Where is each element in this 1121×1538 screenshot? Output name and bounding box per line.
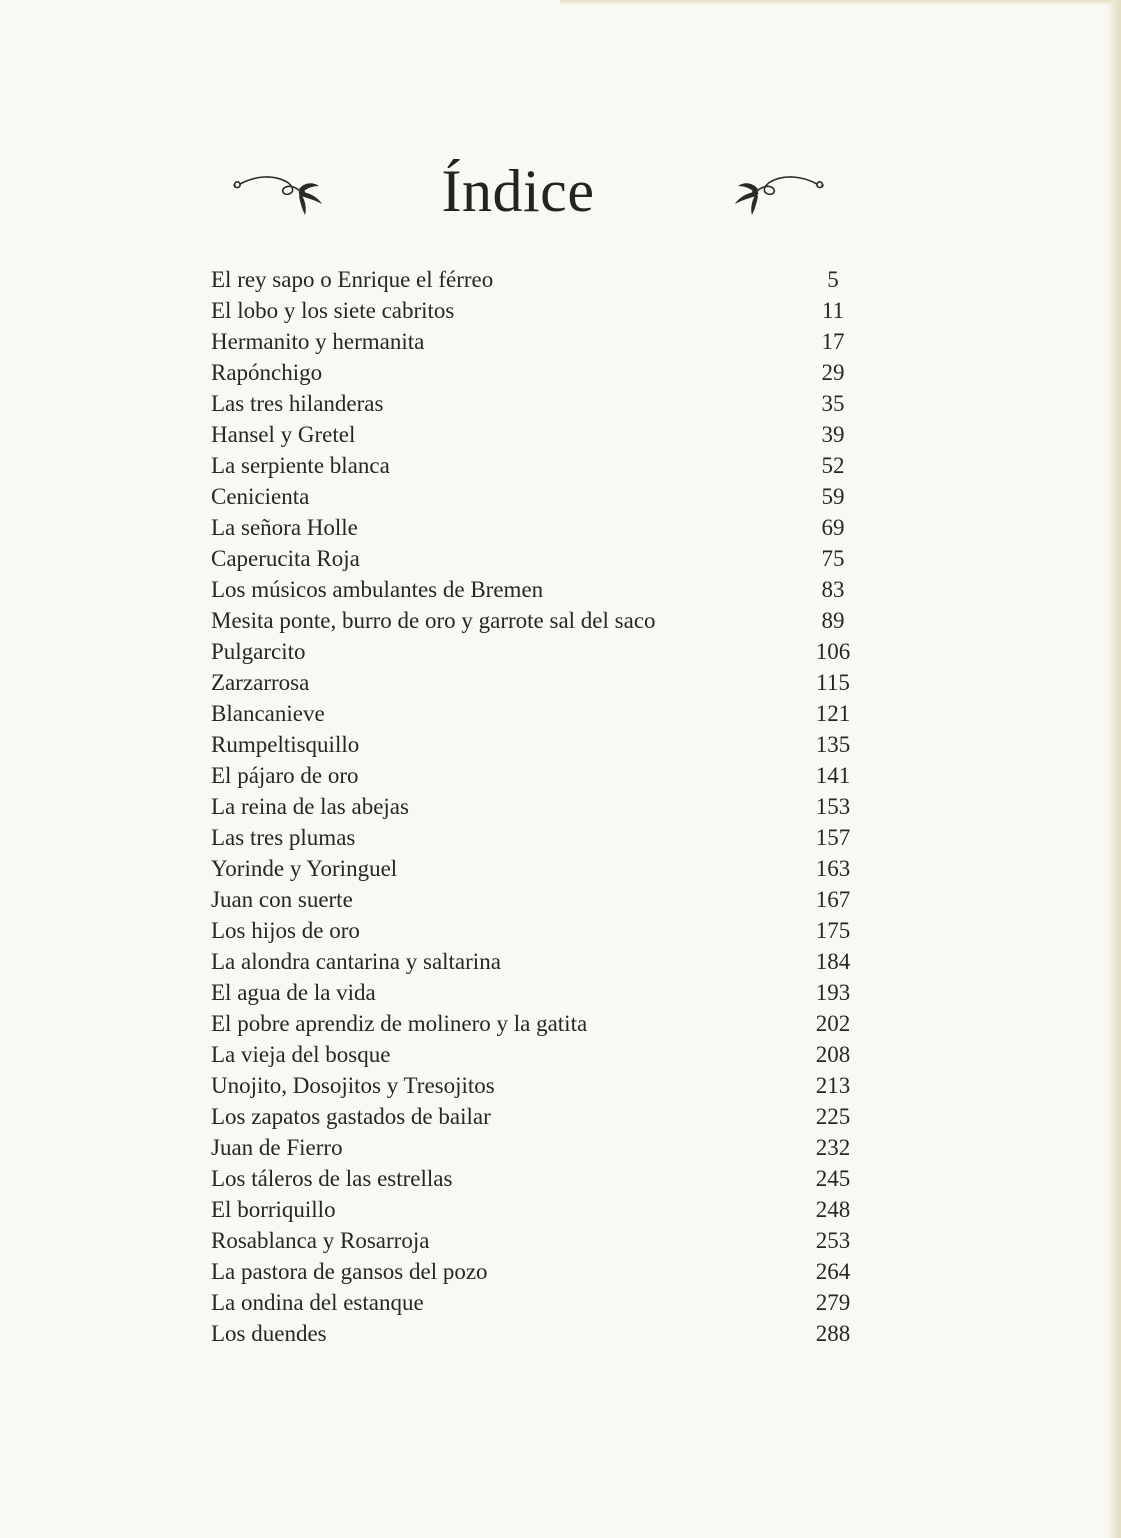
- toc-entry-page: 52: [821, 453, 845, 478]
- toc-entry: [211, 326, 861, 357]
- toc-entry-title: Las tres hilanderas: [211, 391, 384, 416]
- toc-entry: [211, 1318, 861, 1349]
- toc-entry: [211, 388, 861, 419]
- toc-entry: [211, 574, 861, 605]
- left-flourish-icon: [225, 170, 335, 220]
- toc-entry-page: 202: [815, 1011, 851, 1036]
- title-row: [0, 148, 1121, 238]
- toc-entry-title: Mesita ponte, burro de oro y garrote sal del saco: [211, 608, 656, 633]
- toc-entry-page: 213: [815, 1073, 851, 1098]
- toc-entry-title: Yorinde y Yoringuel: [211, 856, 398, 881]
- toc-entry-title: Juan de Fierro: [211, 1135, 343, 1160]
- toc-entry-page: 83: [821, 577, 845, 602]
- toc-entry-title: Los zapatos gastados de bailar: [211, 1104, 491, 1129]
- toc-entry: [211, 729, 861, 760]
- toc-entry-page: 35: [821, 391, 845, 416]
- toc-entry-title: Los duendes: [211, 1321, 327, 1346]
- toc-entry-title: Rumpeltisquillo: [211, 732, 360, 757]
- toc-entry-title: Los táleros de las estrellas: [211, 1166, 453, 1191]
- toc-entry-title: Hermanito y hermanita: [211, 329, 425, 354]
- toc-entry-title: El borriquillo: [211, 1197, 336, 1222]
- toc-entry-title: Unojito, Dosojitos y Tresojitos: [211, 1073, 495, 1098]
- toc-entry: [211, 605, 861, 636]
- toc-entry-page: 59: [821, 484, 845, 509]
- toc-entry-title: El lobo y los siete cabritos: [211, 298, 455, 323]
- toc-entry-title: El agua de la vida: [211, 980, 376, 1005]
- toc-entry: [211, 822, 861, 853]
- toc-entry-title: El pobre aprendiz de molinero y la gatita: [211, 1011, 588, 1036]
- toc-entry: [211, 667, 861, 698]
- toc-entry-page: 39: [821, 422, 845, 447]
- toc-entry: [211, 1225, 861, 1256]
- toc-entry-page: 245: [815, 1166, 851, 1191]
- toc-entry-title: Rosablanca y Rosarroja: [211, 1228, 430, 1253]
- toc-entry-title: El pájaro de oro: [211, 763, 359, 788]
- toc-entry-page: 167: [815, 887, 851, 912]
- toc-entry-page: 75: [821, 546, 845, 571]
- toc-entry-title: El rey sapo o Enrique el férreo: [211, 267, 494, 292]
- toc-entry-title: Juan con suerte: [211, 887, 353, 912]
- toc-entry-title: La pastora de gansos del pozo: [211, 1259, 488, 1284]
- toc-entry-page: 11: [821, 298, 845, 323]
- toc-entry-page: 121: [815, 701, 851, 726]
- toc-entry: [211, 357, 861, 388]
- toc-entry-title: La reina de las abejas: [211, 794, 409, 819]
- toc-entry-page: 5: [827, 267, 839, 292]
- toc-entry-page: 184: [815, 949, 851, 974]
- toc-entry: [211, 1070, 861, 1101]
- toc-entry-page: 225: [815, 1104, 851, 1129]
- toc-entry-page: 193: [815, 980, 851, 1005]
- right-flourish-icon: [722, 170, 832, 220]
- toc-entry-title: Las tres plumas: [211, 825, 356, 850]
- toc-entry: [211, 512, 861, 543]
- toc-entry-page: 264: [815, 1259, 851, 1284]
- toc-entry-page: 89: [821, 608, 845, 633]
- toc-entry: [211, 543, 861, 574]
- toc-entry: [211, 1101, 861, 1132]
- toc-entry-title: Los hijos de oro: [211, 918, 360, 943]
- toc-entry-page: 29: [821, 360, 845, 385]
- toc-entry-title: Zarzarrosa: [211, 670, 310, 695]
- toc-entry-title: Rapónchigo: [211, 360, 323, 385]
- toc-entry-page: 232: [815, 1135, 851, 1160]
- toc-entry-page: 288: [815, 1321, 851, 1346]
- toc-entry-page: 175: [815, 918, 851, 943]
- toc-entry-page: 208: [815, 1042, 851, 1067]
- toc-entry-title: Blancanieve: [211, 701, 325, 726]
- toc-entry: [211, 1287, 861, 1318]
- toc-entry-page: 17: [821, 329, 845, 354]
- toc-entry: [211, 884, 861, 915]
- toc-entry-title: La vieja del bosque: [211, 1042, 391, 1067]
- toc-entry-title: La serpiente blanca: [211, 453, 390, 478]
- toc-entry-page: 135: [815, 732, 851, 757]
- toc-entry-title: La ondina del estanque: [211, 1290, 424, 1315]
- toc-entry: [211, 450, 861, 481]
- toc-entry: [211, 1039, 861, 1070]
- toc-entry-title: La alondra cantarina y saltarina: [211, 949, 501, 974]
- toc-entry: [211, 1256, 861, 1287]
- toc-entry: [211, 295, 861, 326]
- table-of-contents: [211, 264, 861, 1349]
- toc-entry-title: Cenicienta: [211, 484, 310, 509]
- toc-entry: [211, 1163, 861, 1194]
- toc-entry: [211, 853, 861, 884]
- toc-entry: [211, 264, 861, 295]
- toc-entry-title: Hansel y Gretel: [211, 422, 356, 447]
- toc-entry-page: 141: [815, 763, 851, 788]
- toc-entry-page: 69: [821, 515, 845, 540]
- toc-entry: [211, 1008, 861, 1039]
- toc-entry: [211, 481, 861, 512]
- toc-entry-page: 163: [815, 856, 851, 881]
- toc-entry-title: Pulgarcito: [211, 639, 306, 664]
- toc-entry: [211, 419, 861, 450]
- toc-entry-page: 157: [815, 825, 851, 850]
- toc-entry: [211, 915, 861, 946]
- toc-entry: [211, 698, 861, 729]
- toc-entry-page: 279: [815, 1290, 851, 1315]
- toc-entry: [211, 1132, 861, 1163]
- toc-entry: [211, 977, 861, 1008]
- toc-entry: [211, 1194, 861, 1225]
- toc-entry: [211, 946, 861, 977]
- toc-entry-title: La señora Holle: [211, 515, 358, 540]
- page-edge-top: [560, 0, 1121, 5]
- toc-entry-page: 115: [816, 670, 850, 695]
- toc-entry: [211, 791, 861, 822]
- toc-entry: [211, 760, 861, 791]
- toc-entry-page: 248: [815, 1197, 851, 1222]
- toc-entry: [211, 636, 861, 667]
- toc-entry-title: Los músicos ambulantes de Bremen: [211, 577, 544, 602]
- page-title: Índice: [441, 158, 595, 224]
- toc-entry-page: 253: [815, 1228, 851, 1253]
- toc-entry-page: 106: [815, 639, 851, 664]
- toc-entry-page: 153: [815, 794, 851, 819]
- toc-entry-title: Caperucita Roja: [211, 546, 360, 571]
